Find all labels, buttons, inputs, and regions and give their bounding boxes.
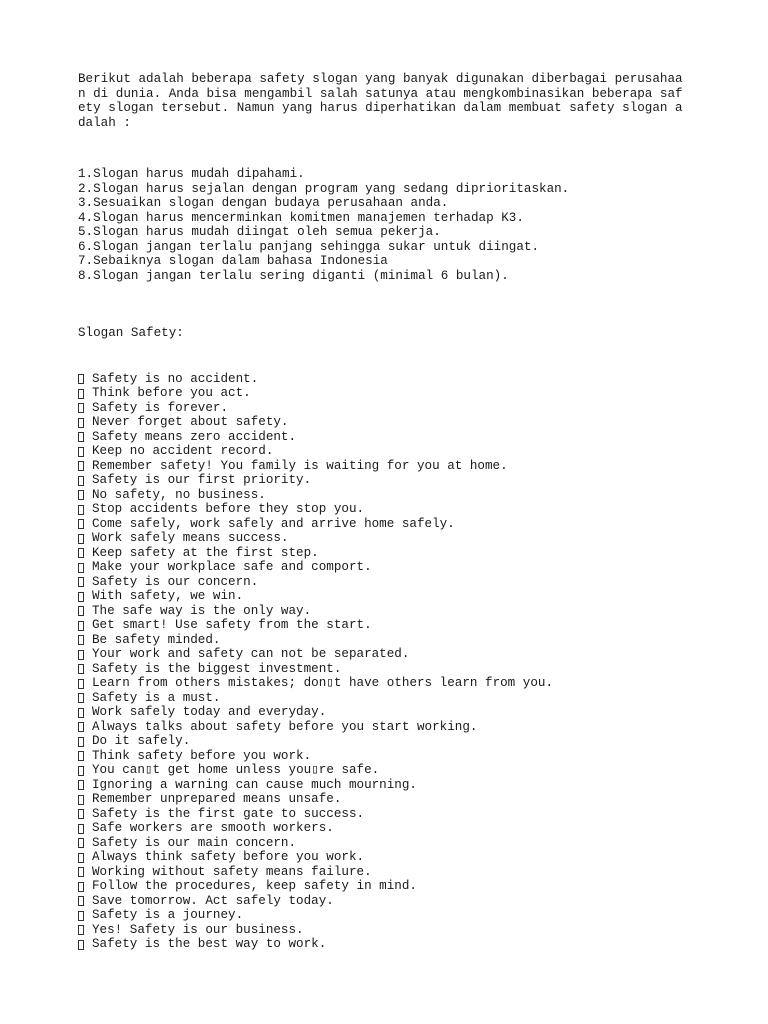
- missing-glyph-box-icon: [78, 664, 84, 674]
- slogan-text: Be safety minded.: [92, 632, 221, 647]
- slogan-heading: Slogan Safety:: [78, 326, 184, 341]
- slogan-item: [78, 720, 708, 735]
- missing-glyph-box-icon: [78, 925, 84, 935]
- missing-glyph-box-icon: [78, 693, 84, 703]
- slogan-text: Safe workers are smooth workers.: [92, 821, 334, 836]
- slogan-text: Think safety before you work.: [92, 748, 312, 763]
- slogan-text: Keep no accident record.: [92, 444, 274, 459]
- slogan-text: Safety means zero accident.: [92, 429, 297, 444]
- missing-glyph-box-icon: [78, 766, 84, 776]
- rule-item: 5.Slogan harus mudah diingat oleh semua pekerja.: [78, 225, 441, 240]
- slogan-item: [78, 662, 708, 677]
- slogan-item: [78, 531, 708, 546]
- rule-item: 3.Sesuaikan slogan dengan budaya perusahaan anda.: [78, 196, 449, 211]
- slogan-item: [78, 575, 708, 590]
- missing-glyph-box-icon: [78, 679, 84, 689]
- slogan-text: Work safely means success.: [92, 531, 289, 546]
- missing-glyph-box-icon: [78, 534, 84, 544]
- slogan-text: The safe way is the only way.: [92, 603, 312, 618]
- slogan-item: [78, 821, 708, 836]
- slogan-item: [78, 705, 708, 720]
- missing-glyph-box-icon: [78, 737, 84, 747]
- slogan-text: Ignoring a warning can cause much mourning.: [92, 777, 417, 792]
- slogan-text: You can▯t get home unless you▯re safe.: [92, 763, 380, 778]
- intro-line: dalah :: [78, 115, 131, 130]
- slogan-text: Stop accidents before they stop you.: [92, 502, 365, 517]
- missing-glyph-box-icon: [78, 795, 84, 805]
- slogan-item: [78, 386, 708, 401]
- slogan-text: Safety is a must.: [92, 690, 221, 705]
- missing-glyph-box-icon: [78, 519, 84, 529]
- slogan-item: [78, 473, 708, 488]
- slogan-text: Think before you act.: [92, 386, 251, 401]
- slogan-item: [78, 923, 708, 938]
- missing-glyph-box-icon: [78, 389, 84, 399]
- slogan-item: [78, 604, 708, 619]
- slogan-text: No safety, no business.: [92, 487, 266, 502]
- missing-glyph-box-icon: [78, 780, 84, 790]
- missing-glyph-box-icon: [78, 403, 84, 413]
- slogan-item: [78, 807, 708, 822]
- missing-glyph-box-icon: [78, 606, 84, 616]
- missing-glyph-box-icon: [78, 476, 84, 486]
- missing-glyph-box-icon: [78, 751, 84, 761]
- slogan-text: Learn from others mistakes; don▯t have others learn from you.: [92, 676, 554, 691]
- slogan-item: [78, 879, 708, 894]
- slogan-text: Always think safety before you work.: [92, 850, 365, 865]
- missing-glyph-box-icon: [78, 621, 84, 631]
- missing-glyph-box-icon: [78, 896, 84, 906]
- missing-glyph-box-icon: [78, 722, 84, 732]
- missing-glyph-box-icon: [78, 838, 84, 848]
- slogan-item: [78, 459, 708, 474]
- slogan-text: Get smart! Use safety from the start.: [92, 618, 372, 633]
- slogan-item: [78, 894, 708, 909]
- missing-glyph-box-icon: [78, 882, 84, 892]
- missing-glyph-box-icon: [78, 563, 84, 573]
- slogan-text: Safety is our main concern.: [92, 835, 297, 850]
- slogan-text: Safety is the best way to work.: [92, 937, 327, 952]
- rules-list: [78, 167, 708, 283]
- slogan-item: [78, 401, 708, 416]
- slogan-text: Never forget about safety.: [92, 415, 289, 430]
- slogan-item: [78, 691, 708, 706]
- missing-glyph-box-icon: [78, 461, 84, 471]
- slogan-text: With safety, we win.: [92, 589, 244, 604]
- intro-line: ety slogan tersebut. Namun yang harus diperhatikan dalam membuat safety slogan a: [78, 101, 683, 116]
- missing-glyph-box-icon: [78, 548, 84, 558]
- slogan-item: [78, 850, 708, 865]
- slogan-item: [78, 647, 708, 662]
- slogan-item: [78, 502, 708, 517]
- slogan-text: Safety is our concern.: [92, 574, 259, 589]
- missing-glyph-box-icon: [78, 824, 84, 834]
- slogan-item: [78, 763, 708, 778]
- missing-glyph-box-icon: [78, 577, 84, 587]
- missing-glyph-box-icon: [78, 911, 84, 921]
- missing-glyph-box-icon: [78, 374, 84, 384]
- slogan-item: [78, 372, 708, 387]
- slogan-item: [78, 937, 708, 952]
- missing-glyph-box-icon: [78, 650, 84, 660]
- missing-glyph-box-icon: [78, 418, 84, 428]
- intro-paragraph: [78, 72, 708, 130]
- slogan-text: Safety is forever.: [92, 400, 229, 415]
- missing-glyph-box-icon: [78, 432, 84, 442]
- missing-glyph-box-icon: [78, 708, 84, 718]
- missing-glyph-box-icon: [78, 853, 84, 863]
- slogan-item: [78, 749, 708, 764]
- slogan-text: Remember safety! You family is waiting for you at home.: [92, 458, 508, 473]
- slogan-text: Yes! Safety is our business.: [92, 922, 304, 937]
- missing-glyph-box-icon: [78, 505, 84, 515]
- slogan-item: [78, 865, 708, 880]
- rule-item: 7.Sebaiknya slogan dalam bahasa Indonesia: [78, 254, 388, 269]
- slogan-text: Safety is the first gate to success.: [92, 806, 365, 821]
- slogan-text: Come safely, work safely and arrive home safely.: [92, 516, 455, 531]
- slogan-item: [78, 560, 708, 575]
- slogan-item: [78, 734, 708, 749]
- slogan-text: Safety is no accident.: [92, 371, 259, 386]
- slogan-text: Do it safely.: [92, 734, 191, 749]
- slogan-text: Save tomorrow. Act safely today.: [92, 893, 334, 908]
- rule-item: 1.Slogan harus mudah dipahami.: [78, 167, 305, 182]
- missing-glyph-box-icon: [78, 447, 84, 457]
- slogan-item: [78, 589, 708, 604]
- rule-item: 6.Slogan jangan terlalu panjang sehingga sukar untuk diingat.: [78, 239, 540, 254]
- rule-item: 8.Slogan jangan terlalu sering diganti (minimal 6 bulan).: [78, 268, 509, 283]
- missing-glyph-box-icon: [78, 635, 84, 645]
- slogan-text: Work safely today and everyday.: [92, 705, 327, 720]
- intro-line: n di dunia. Anda bisa mengambil salah satunya atau mengkombinasikan beberapa saf: [78, 86, 683, 101]
- slogan-item: [78, 676, 708, 691]
- rule-item: 2.Slogan harus sejalan dengan program yang sedang diprioritaskan.: [78, 181, 570, 196]
- slogan-text: Safety is our first priority.: [92, 473, 312, 488]
- missing-glyph-box-icon: [78, 490, 84, 500]
- slogan-item: [78, 517, 708, 532]
- slogan-text: Safety is a journey.: [92, 908, 244, 923]
- slogan-item: [78, 430, 708, 445]
- slogan-item: [78, 778, 708, 793]
- document-body: [78, 72, 708, 952]
- slogan-text: Always talks about safety before you start working.: [92, 719, 478, 734]
- slogan-item: [78, 908, 708, 923]
- rule-item: 4.Slogan harus mencerminkan komitmen manajemen terhadap K3.: [78, 210, 524, 225]
- slogan-item: [78, 792, 708, 807]
- slogan-item: [78, 618, 708, 633]
- missing-glyph-box-icon: [78, 940, 84, 950]
- slogan-item: [78, 488, 708, 503]
- slogan-text: Working without safety means failure.: [92, 864, 372, 879]
- missing-glyph-box-icon: [78, 809, 84, 819]
- missing-glyph-box-icon: [78, 592, 84, 602]
- slogan-item: [78, 444, 708, 459]
- slogan-text: Safety is the biggest investment.: [92, 661, 342, 676]
- slogan-item: [78, 546, 708, 561]
- slogan-list: [78, 372, 708, 952]
- slogan-item: [78, 415, 708, 430]
- slogan-text: Follow the procedures, keep safety in mind.: [92, 879, 417, 894]
- slogan-text: Keep safety at the first step.: [92, 545, 319, 560]
- missing-glyph-box-icon: [78, 867, 84, 877]
- slogan-item: [78, 836, 708, 851]
- slogan-item: [78, 633, 708, 648]
- intro-line: Berikut adalah beberapa safety slogan yang banyak digunakan diberbagai perusahaa: [78, 72, 683, 86]
- slogan-text: Make your workplace safe and comport.: [92, 560, 372, 575]
- slogan-text: Remember unprepared means unsafe.: [92, 792, 342, 807]
- slogan-text: Your work and safety can not be separated.: [92, 647, 410, 662]
